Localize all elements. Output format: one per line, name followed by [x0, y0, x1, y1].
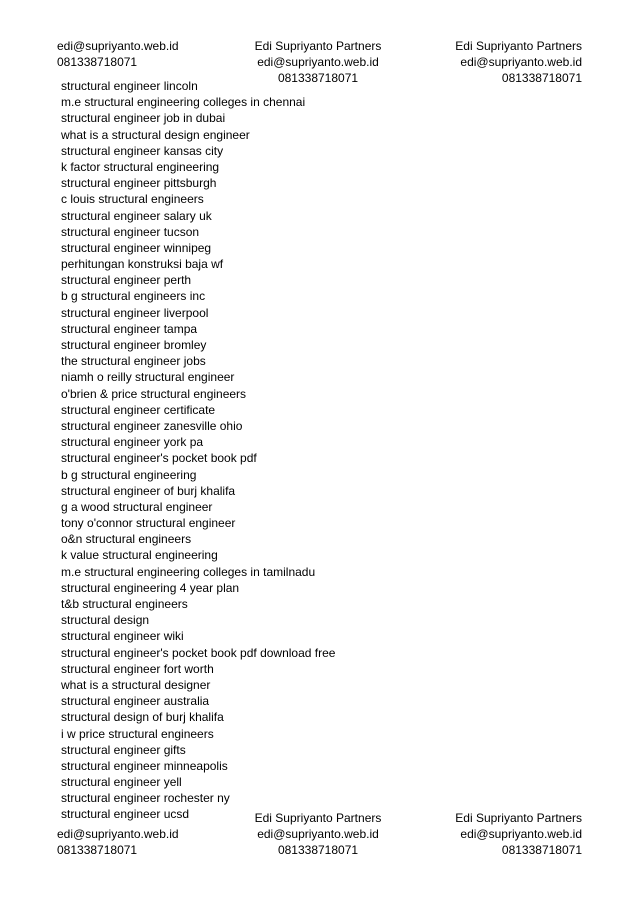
- footer-left-email: edi@supriyanto.web.id: [57, 827, 179, 841]
- keyword-item: o&n structural engineers: [61, 532, 192, 547]
- keyword-item: structural engineer yell: [61, 775, 182, 790]
- keyword-item: structural engineer of burj khalifa: [61, 483, 236, 498]
- keyword-item: tony o'connor structural engineer: [61, 516, 236, 531]
- header-center-email: edi@supriyanto.web.id: [257, 55, 379, 69]
- footer-right-contact: [444, 810, 582, 858]
- keyword-item: structural engineer minneapolis: [61, 758, 228, 773]
- keyword-item: structural engineer gifts: [61, 742, 186, 757]
- header-left-phone: 081338718071: [57, 55, 138, 69]
- header-right-name: Edi Supriyanto Partners: [455, 39, 582, 53]
- keyword-item: structural engineer york pa: [61, 435, 204, 450]
- keyword-item: structural engineer pittsburgh: [61, 176, 217, 191]
- keyword-item: perhitungan konstruksi baja wf: [61, 257, 224, 272]
- keyword-item: structural engineer lincoln: [61, 79, 198, 93]
- keyword-item: b g structural engineers inc: [61, 289, 206, 304]
- keyword-item: k factor structural engineering: [61, 159, 220, 174]
- keyword-item: structural design of burj khalifa: [61, 710, 224, 725]
- footer-center-email: edi@supriyanto.web.id: [257, 827, 379, 841]
- footer-left-phone: 081338718071: [57, 843, 138, 857]
- header-left-email: edi@supriyanto.web.id: [57, 39, 179, 53]
- keyword-item: c louis structural engineers: [61, 192, 204, 207]
- keyword-item: structural engineer tampa: [61, 321, 198, 336]
- keyword-item: structural engineer's pocket book pdf: [61, 451, 257, 466]
- keyword-item: structural engineer fort worth: [61, 661, 214, 676]
- footer-center-contact: [250, 810, 386, 858]
- keyword-item: structural engineer australia: [61, 694, 210, 709]
- footer-left-contact: [57, 826, 179, 858]
- header-left-contact: [57, 38, 179, 70]
- keyword-item: i w price structural engineers: [61, 726, 214, 741]
- keyword-item: what is a structural designer: [61, 677, 211, 692]
- header-center-phone: 081338718071: [277, 71, 359, 85]
- keyword-item: structural engineer tucson: [61, 224, 200, 239]
- keyword-item: m.e structural engineering colleges in chennai: [61, 95, 306, 110]
- keyword-item: structural engineer liverpool: [61, 305, 209, 320]
- keyword-item: t&b structural engineers: [61, 597, 188, 611]
- footer-right-phone: 081338718071: [501, 843, 582, 857]
- keyword-item: structural engineer winnipeg: [61, 240, 212, 255]
- keyword-item: structural engineer ucsd: [61, 807, 190, 822]
- keyword-item: structural engineering 4 year plan: [61, 580, 240, 595]
- keyword-item: m.e structural engineering colleges in tamilnadu: [61, 564, 316, 579]
- keyword-item: b g structural engineering: [61, 467, 197, 482]
- keyword-list: [61, 78, 335, 823]
- header-right-contact: [444, 38, 582, 86]
- keyword-item: structural engineer's pocket book pdf download free: [61, 645, 336, 660]
- header-center-name: Edi Supriyanto Partners: [254, 39, 382, 53]
- keyword-item: structural engineer kansas city: [61, 143, 224, 158]
- keyword-item: structural engineer bromley: [61, 338, 207, 352]
- keyword-item: structural design: [61, 613, 150, 628]
- keyword-item: niamh o reilly structural engineer: [61, 370, 235, 385]
- keyword-item: what is a structural design engineer: [61, 127, 250, 142]
- keyword-item: g a wood structural engineer: [61, 499, 213, 514]
- footer-right-email: edi@supriyanto.web.id: [460, 827, 582, 841]
- keyword-item: structural engineer salary uk: [61, 208, 212, 223]
- header-right-email: edi@supriyanto.web.id: [460, 55, 582, 69]
- footer-right-name: Edi Supriyanto Partners: [455, 811, 582, 825]
- keyword-item: structural engineer perth: [61, 273, 192, 288]
- keyword-item: structural engineer job in dubai: [61, 111, 226, 126]
- keyword-item: structural engineer certificate: [61, 402, 216, 417]
- footer-center-name: Edi Supriyanto Partners: [254, 811, 382, 825]
- keyword-item: o'brien & price structural engineers: [61, 386, 247, 401]
- keyword-item: k value structural engineering: [61, 548, 218, 563]
- header-right-phone: 081338718071: [501, 71, 582, 85]
- keyword-item: the structural engineer jobs: [61, 354, 206, 369]
- keyword-item: structural engineer wiki: [61, 629, 184, 644]
- footer-center-phone: 081338718071: [277, 843, 359, 857]
- keyword-item: structural engineer rochester ny: [61, 791, 230, 806]
- keyword-item: structural engineer zanesville ohio: [61, 418, 243, 433]
